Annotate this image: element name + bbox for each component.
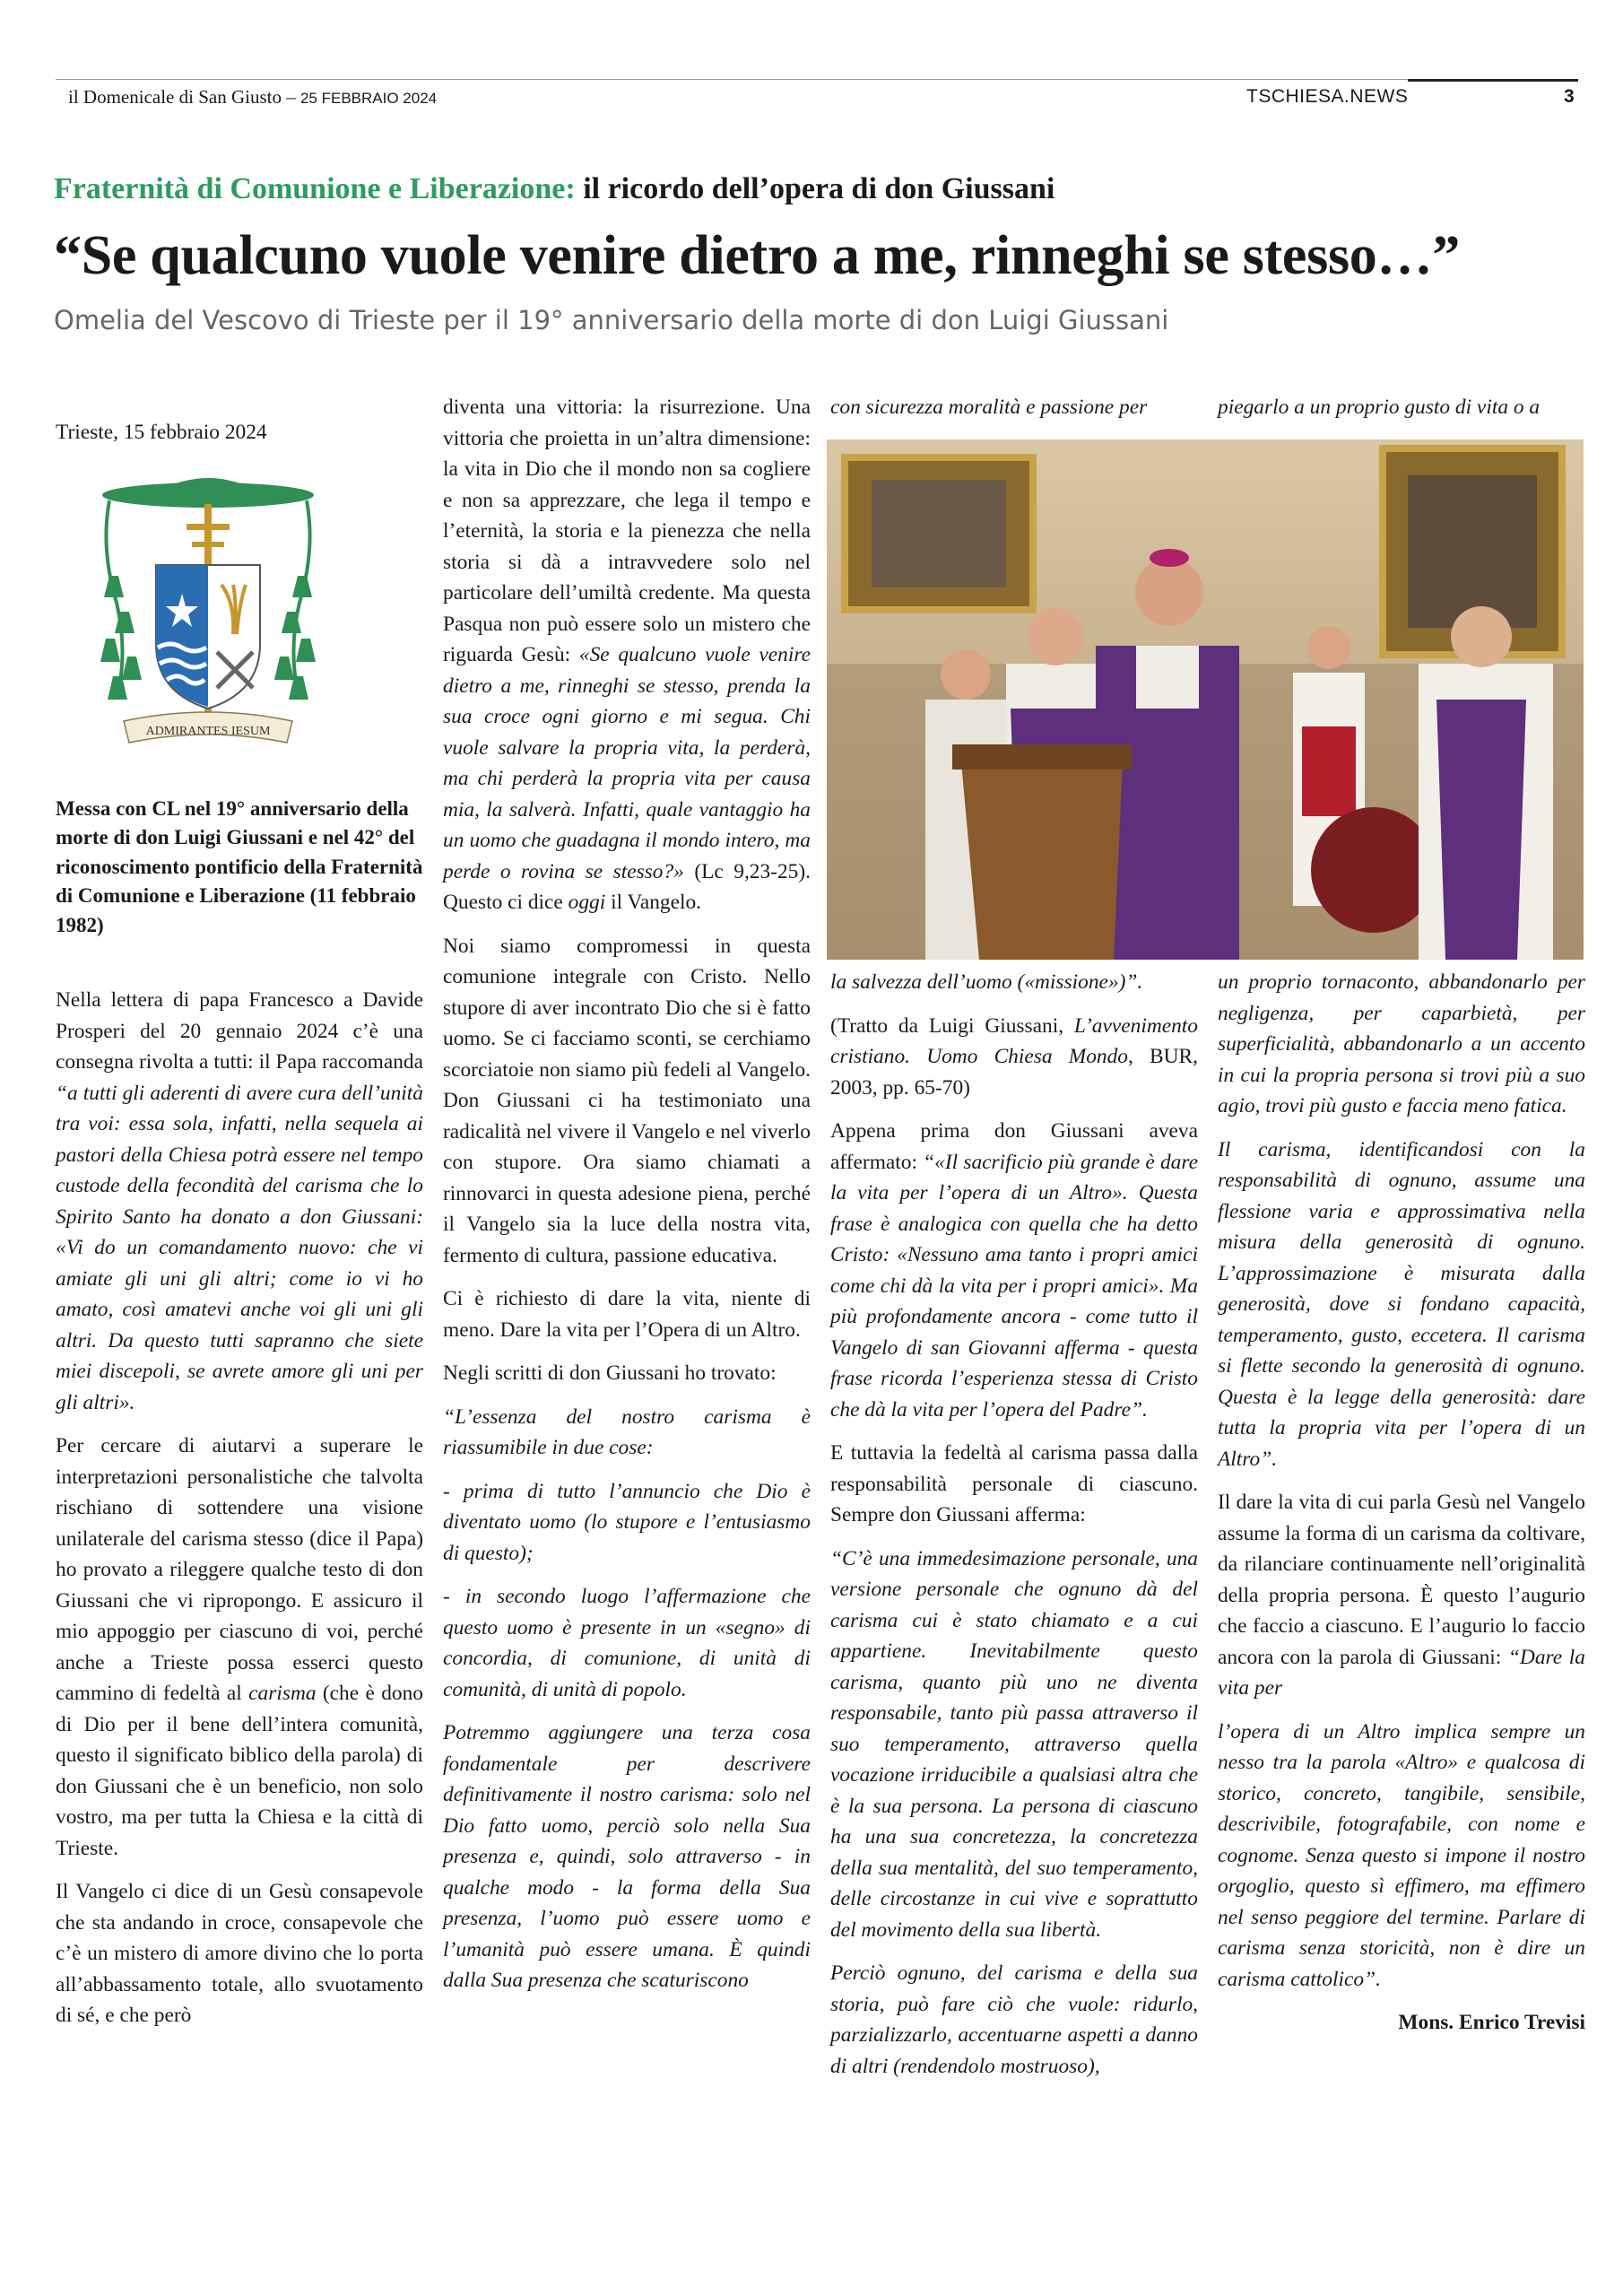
newspaper-name (68, 86, 437, 109)
paper-title: il Domenicale di San Giusto – (68, 86, 300, 108)
quote-paragraph: “L’essenza del nostro carisma è riassumibile in due cose: (443, 1405, 811, 1459)
crest-motto: ADMIRANTES IESUM (145, 724, 271, 738)
paragraph: Negli scritti di don Giussani ho trovato: (443, 1361, 777, 1385)
paragraph: Noi siamo compromessi in questa comunione integrale con Cristo. Nello stupore di aver incontrato Dio che si è fatto uomo. Se ci facciamo sconti, se cerchiamo scorciatoie non siamo più fedeli al Vangelo. Don Giussani ci ha testimoniato una radicalità nel vivere il Vangelo e nel viverlo con stupore. Ora siamo chiamati a rinnovarci in questa adesione piena, perché il Vangelo sia la luce della nostra vita, fermento di cultura, passione educativa. (443, 934, 811, 1267)
citation: (Tratto da Luigi Giussani, L’avvenimento cristiano. Uomo Chiesa Mondo, BUR, 2003, pp. 65-70) (830, 1013, 1198, 1100)
website-name: TSCHIESA.NEWS (1246, 86, 1409, 107)
article-kicker (54, 172, 1055, 206)
episcopal-coat-of-arms (91, 468, 325, 755)
article-column-1 (56, 417, 423, 2044)
quote-paragraph: l’opera di un Altro implica sempre un nesso tra la parola «Altro» e qualcosa di storico, concreto, tangibile, sensibile, descrivibile, fotografabile, con nome e cognome. Senza questo si impone il nostro orgoglio, questo sì effimero, ma effimero nel senso peggiore del termine. Parlare di carisma senza storicità, non è dire un carisma cattolico”. (1218, 1719, 1585, 1991)
running-header-accent-rule (1408, 79, 1578, 82)
article-column-2 (443, 392, 811, 2009)
quote-paragraph: - prima di tutto l’annuncio che Dio è diventato uomo (lo stupore e l’entusiasmo di questo); (443, 1479, 811, 1565)
quote-paragraph: - in secondo luogo l’affermazione che questo uomo è presente in un «segno» di concordia, di comunione, di unità di comunità, di unità di popolo. (443, 1585, 811, 1701)
kicker-text: il ricordo dell’opera di don Giussani (575, 172, 1055, 205)
page-number: 3 (1564, 86, 1575, 107)
mass-celebration-photo (827, 439, 1584, 960)
article-column-3-top: con sicurezza moralità e passione per (830, 396, 1148, 419)
dateline: Trieste, 15 febbraio 2024 (56, 421, 267, 444)
quote-paragraph: Perciò ognuno, del carisma e della sua storia, può fare ciò che vuole: ridurlo, parzializzarlo, accentuarne aspetti a danno di altri (rendendolo mostruoso), (830, 1961, 1198, 2078)
paragraph: Appena prima don Giussani aveva affermato: “«Il sacrificio più grande è dare la vita per l’opera di un Altro». Questa frase è analogica con quella che ha detto Cristo: «Nessuno ama tanto i propri amici come chi dà la vita per i propri amici». Ma più profondamente ancora - come tutto il Vangelo di san Giovanni afferma - questa frase ricorda l’esperienza stessa di Cristo che dà la vita per l’opera del Padre”. (830, 1119, 1198, 1422)
quote-paragraph: un proprio tornaconto, abbandonarlo per negligenza, per caparbietà, per superficialità, abbandonarlo a un accento in cui la propria persona si trovi più a suo agio, trovi più gusto e faccia meno fatica. (1218, 970, 1585, 1118)
paragraph: Il dare la vita di cui parla Gesù nel Vangelo assume la forma di un carisma da coltivare, da rilanciare continuamente nell’originalità della propria persona. È questo l’augurio che faccio a ciascuno. E l’augurio lo faccio ancora con la parola di Giussani: “Dare la vita per (1218, 1491, 1585, 1700)
article-subtitle: Omelia del Vescovo di Trieste per il 19° anniversario della morte di don Luigi Giussani (54, 305, 1169, 335)
author-signature: Mons. Enrico Trevisi (1398, 2011, 1585, 2034)
article-headline: “Se qualcuno vuole venire dietro a me, rinneghi se stesso…” (54, 225, 1460, 286)
paragraph: Ci è richiesto di dare la vita, niente di meno. Dare la vita per l’Opera di un Altro. (443, 1287, 811, 1342)
paragraph: Per cercare di aiutarvi a superare le interpretazioni personalistiche che talvolta rischiano di sottendere una visione unilaterale del carisma stesso (dice il Papa) ho provato a rileggere qualche testo di don Giussani che vi ripropongo. E assicuro il mio appoggio per ciascuno di voi, perché anche a Trieste possa esserci questo cammino di fedeltà al carisma (che è dono di Dio per il bene dell’intera comunità, questo il significato biblico della parola) di don Giussani che è un beneficio, non solo vostro, ma per tutta la Chiesa e la città di Trieste. (56, 1434, 423, 1860)
kicker-highlight: Fraternità di Comunione e Liberazione: (54, 172, 576, 205)
mass-description: Messa con CL nel 19° anniversario della morte di don Luigi Giussani e nel 42° del riconoscimento pontificio della Fraternità di Comunione e Liberazione (11 febbraio 1982) (56, 796, 423, 936)
article-column-4 (1218, 967, 1585, 2039)
paragraph: Nella lettera di papa Francesco a Davide Prosperi del 20 gennaio 2024 c’è una consegna rivolta a tutti: il Papa raccomanda “a tutti gli aderenti di avere cura dell’unità tra voi: essa sola, infatti, nella sequela ai pastori della Chiesa potrà essere nel tempo custode della fecondità del carisma che lo Spirito Santo ha donato a don Giussani: «Vi do un comandamento nuovo: che vi amiate gli uni gli altri; come io vi ho amato, così amatevi anche voi gli uni gli altri. Da questo tutti sapranno che siete miei discepoli, se avrete amore gli uni per gli altri». (56, 988, 423, 1414)
quote-paragraph: la salvezza dell’uomo («missione»)”. (830, 970, 1143, 994)
quote-paragraph: “C’è una immedesimazione personale, una versione personale che ognuno dà del carisma cui è stato chiamato e a cui appartiene. Inevitabilmente questo carisma, quanto più uno ne diventa responsabile, tanto più passa attraverso il suo temperamento, attraverso quella vocazione irriducibile a qualsiasi altra che è la sua persona. La persona di ciascuno ha una sua concretezza, la concretezza della sua mentalità, del suo temperamento, delle circostanze in cui vive e soprattutto del movimento della sua libertà. (830, 1546, 1198, 1942)
article-column-4-top: piegarlo a un proprio gusto di vita o a (1218, 396, 1541, 419)
paragraph: Il Vangelo ci dice di un Gesù consapevole che sta andando in croce, consapevole che c’è un mistero di amore divino che lo porta all’abbassamento totale, allo svuotamento di sé, e che però (56, 1880, 423, 2027)
paragraph: diventa una vittoria: la risurrezione. Una vittoria che proietta in un’altra dimensione: la vita in Dio che il mondo non sa cogliere e non sa apprezzare, che lega il tempo e l’eternità, la storia e la pienezza che nella storia si dà a intravvedere solo nel particolare dell’umiltà credente. Ma questa Pasqua non può essere solo un mistero che riguarda Gesù: «Se qualcuno vuole venire dietro a me, rinneghi se stesso, prenda la sua croce ogni giorno e mi segua. Chi vuole salvare la propria vita, la perderà, ma chi perderà la propria vita per causa mia, la salverà. Infatti, quale vantaggio ha un uomo che guadagna il mondo intero, ma perde o rovina se stesso?» (Lc 9,23-25). Questo ci dice oggi il Vangelo. (443, 396, 811, 914)
quote-paragraph: Potremmo aggiungere una terza cosa fondamentale per descrivere definitivamente il nostro carisma: solo nel Dio fatto uomo, perciò solo nella Sua presenza e, quindi, solo attraverso - in qualche modo - la forma della Sua presenza, l’uomo può essere uomo e l’umanità può essere umana. È quindi dalla Sua presenza che scaturiscono (443, 1721, 811, 1992)
issue-date: 25 FEBBRAIO 2024 (299, 90, 438, 107)
quote-paragraph: Il carisma, identificandosi con la responsabilità di ognuno, assume una flessione varia e approssimativa nella misura della generosità di ognuno. L’approssimazione è misurata dalla generosità, dove si fondano capacità, temperamento, gusto, eccetera. Il carisma si flette secondo la generosità di ognuno. Questa è la legge della generosità: dare tutta la propria vita per l’opera di un Altro”. (1218, 1137, 1585, 1471)
paragraph: E tuttavia la fedeltà al carisma passa dalla responsabilità personale di ciascuno. Sempre don Giussani afferma: (830, 1441, 1198, 1526)
article-column-3 (830, 967, 1198, 2094)
